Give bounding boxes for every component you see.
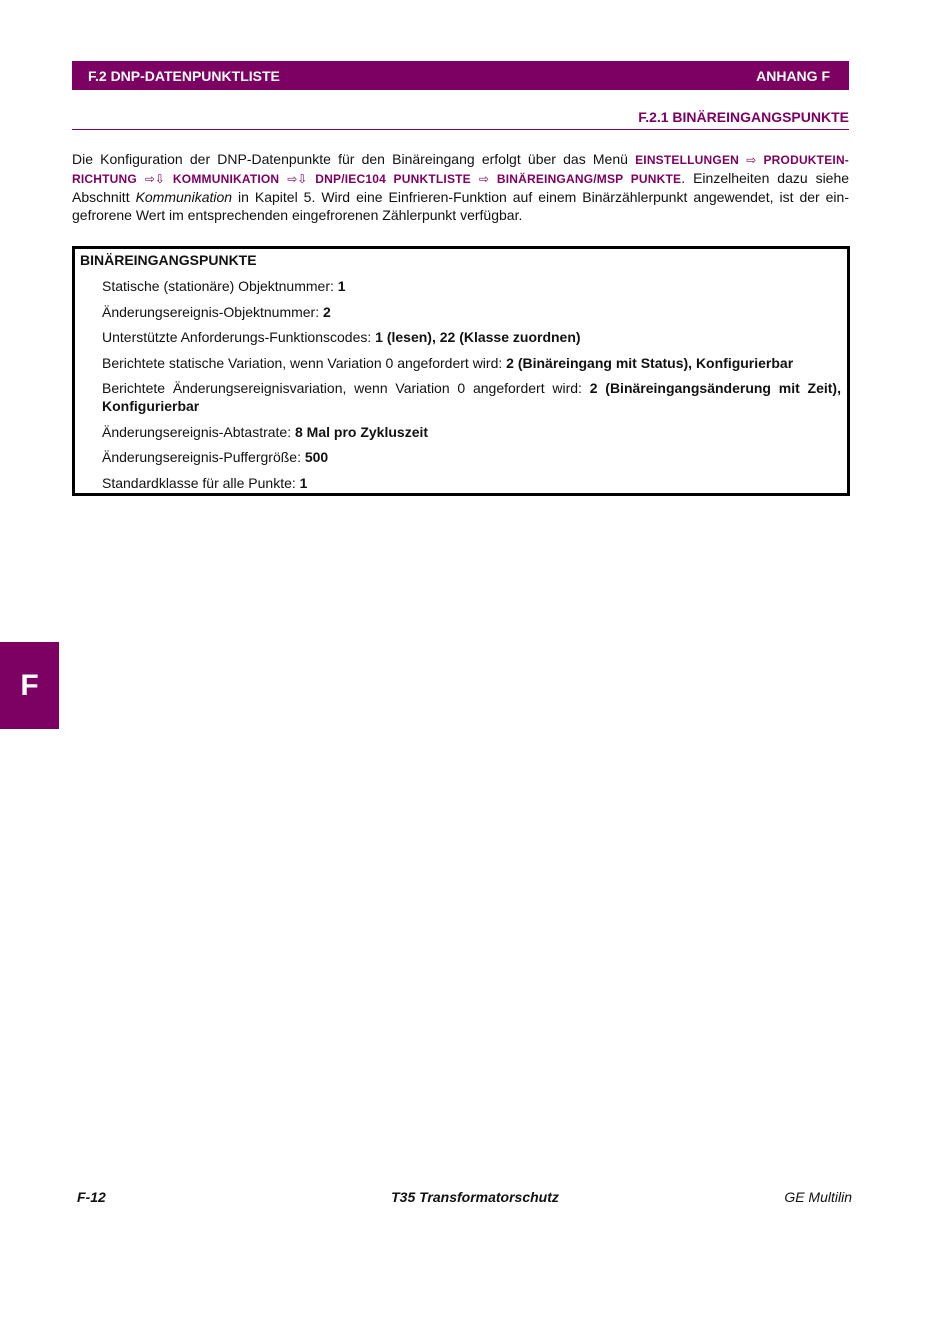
intro-emphasis: Kommunikation — [135, 189, 233, 205]
chapter-side-tab: F — [0, 642, 59, 729]
intro-text-1: Die Konfiguration der DNP-Datenpunkte für den Binäreingang erfolgt über das Menü — [72, 151, 636, 167]
intro-paragraph — [72, 150, 849, 224]
item-label: Berichtete statische Variation, wenn Variation 0 angefordert wird: — [102, 354, 507, 371]
item-label: Statische (stationäre) Objektnummer: — [102, 278, 338, 294]
list-item — [102, 423, 841, 441]
arrow-right-down-icon: ⇨⇩ — [287, 172, 308, 186]
list-item — [102, 448, 841, 466]
item-value: 1 (lesen), 22 (Klasse zuordnen) — [375, 329, 581, 345]
item-value: 2 — [323, 303, 331, 320]
list-item — [102, 303, 841, 321]
item-label: Unterstützte Anforderungs-Funktionscodes: — [102, 329, 376, 345]
intro-text-3: in Kapitel 5. Wird eine Einfrieren-Funktion auf einem Binärzählerpunkt angewendet, ist der ein-gefrorene Wert im entsprechenden eingefrorenen Zählerpunkt verfügbar. — [72, 189, 849, 223]
section-heading: F.2.1 BINÄREINGANGSPUNKTE — [638, 109, 849, 125]
menu-path-communication: KOMMUNIKATION — [172, 172, 280, 186]
list-item — [102, 474, 841, 492]
item-value: 2 (Binäreingang mit Status), Konfigurierbar — [506, 354, 794, 371]
section-divider — [72, 129, 849, 130]
item-value: 500 — [304, 449, 329, 465]
list-item — [102, 277, 841, 295]
page-header-bar — [72, 61, 849, 90]
header-section-label: F.2 DNP-DATENPUNKTLISTE — [88, 67, 280, 84]
arrow-right-down-icon: ⇨⇩ — [144, 172, 165, 186]
list-item — [102, 328, 841, 346]
item-label: Änderungsereignis-Objektnummer: — [102, 303, 323, 320]
item-label: Änderungsereignis-Abtastrate: — [102, 423, 295, 440]
binary-input-points-box — [72, 246, 850, 496]
footer-brand: GE Multilin — [784, 1189, 852, 1205]
menu-path-product-setup: PRODUKTEIN-RICHTUNG — [72, 153, 850, 186]
footer-page-number: F-12 — [77, 1189, 106, 1205]
item-value: 1 — [337, 278, 346, 294]
item-value: 1 — [299, 474, 308, 491]
item-label: Änderungsereignis-Puffergröße: — [102, 449, 305, 465]
menu-path-settings: EINSTELLUNGEN — [635, 153, 740, 167]
header-appendix-label: ANHANG F — [756, 67, 830, 84]
arrow-right-icon: ⇨ — [746, 153, 757, 167]
footer-document-title: T35 Transformatorschutz — [391, 1189, 559, 1205]
box-item-list — [102, 277, 841, 499]
menu-path-binary-inputs: BINÄREINGANG/MSP PUNKTE — [496, 172, 682, 186]
item-label: Standardklasse für alle Punkte: — [102, 474, 300, 491]
menu-path-point-list: DNP/IEC104 PUNKTLISTE — [315, 172, 471, 186]
arrow-right-icon: ⇨ — [478, 172, 489, 186]
intro-text-2: . Einzelheiten dazu siehe Abschnitt — [72, 170, 850, 205]
item-label: Berichtete Änderungsereignisvariation, wenn Variation 0 angefordert wird: — [102, 380, 590, 396]
item-value: 2 (Binäreingangsänderung mit Zeit), Konfigurierbar — [102, 380, 841, 414]
box-title: BINÄREINGANGSPUNKTE — [80, 252, 257, 268]
list-item — [102, 379, 841, 415]
list-item — [102, 354, 841, 372]
item-value: 8 Mal pro Zykluszeit — [295, 423, 429, 440]
